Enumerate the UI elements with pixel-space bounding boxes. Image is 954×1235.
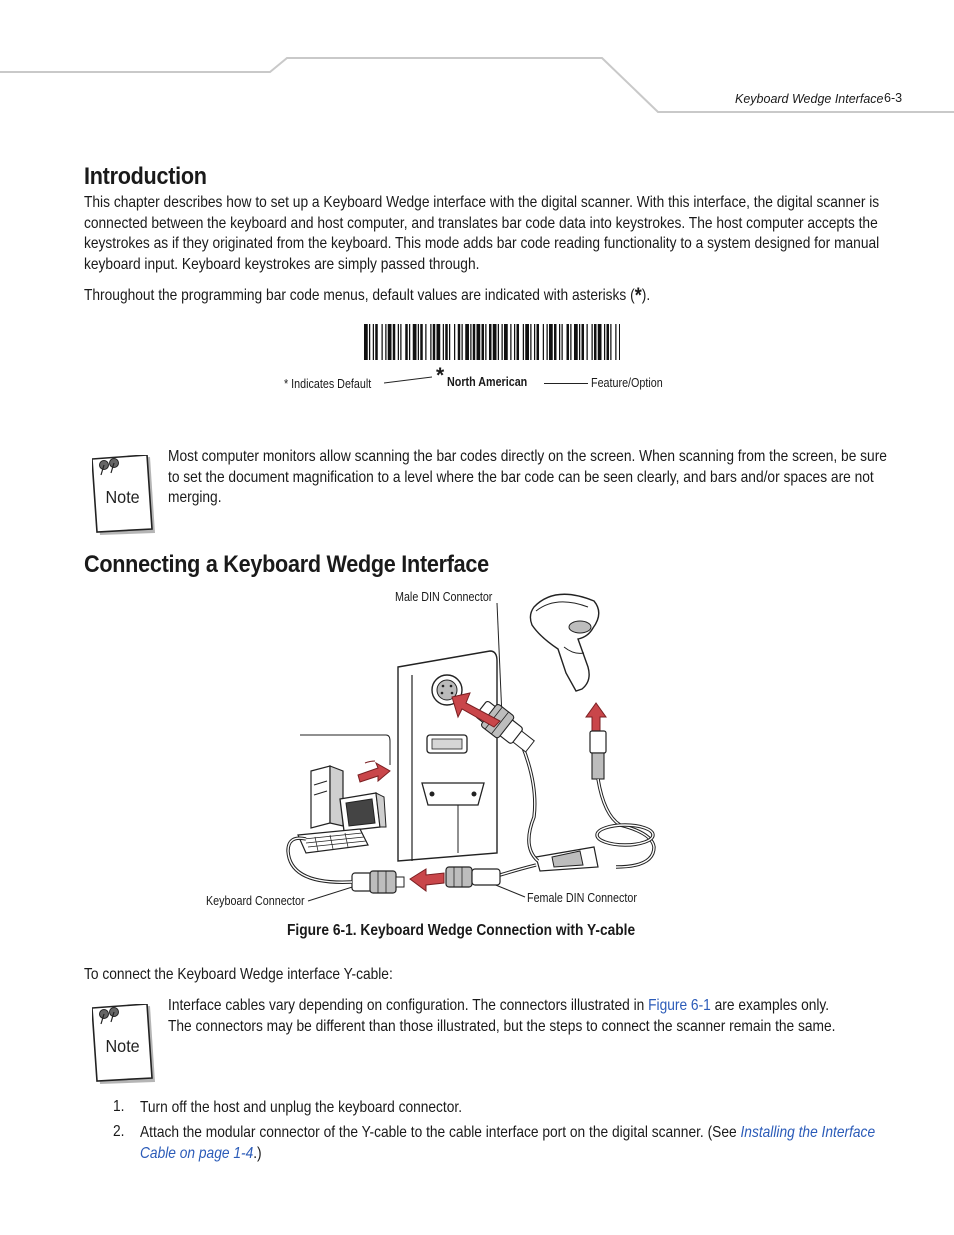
barcode-bar — [385, 324, 386, 360]
note-text-start: Interface cables vary depending on configuration. The connectors illustrated in — [168, 997, 649, 1014]
header-rule — [0, 50, 954, 120]
barcode-bar — [559, 324, 560, 360]
barcode-bar — [567, 324, 570, 360]
barcode-bar — [405, 324, 408, 360]
note-text: Most computer monitors allow scanning the bar codes directly on the screen. When scanning from the screen, be sure to set the document magnification to a level where the bar code can be seen clearly, and bars and/or spaces are not merging. — [168, 448, 887, 506]
barcode-bar — [598, 324, 602, 360]
barcode-bar — [534, 324, 535, 360]
female-din-connector-label: Female DIN Connector — [527, 891, 637, 905]
barcode-bar — [615, 324, 616, 360]
barcode-bar — [369, 324, 370, 360]
asterisk-symbol: * — [634, 284, 642, 307]
barcode-bar — [547, 324, 548, 360]
barcode-bar — [592, 324, 593, 360]
barcode-bar — [587, 324, 588, 360]
barcode-bar — [409, 324, 410, 360]
default-paragraph-text: Throughout the programming bar code menus, default values are indicated with asterisks ( — [84, 287, 635, 304]
male-din-connector-label: Male DIN Connector — [395, 590, 493, 604]
barcode-bar — [554, 324, 557, 360]
barcode-bar — [449, 324, 450, 360]
barcode-bar — [465, 324, 469, 360]
barcode-bar — [510, 324, 511, 360]
leader-line — [544, 382, 588, 385]
note-icon — [92, 455, 156, 537]
barcode-bar — [537, 324, 540, 360]
barcode-bar — [610, 324, 611, 360]
barcode-bar — [579, 324, 580, 360]
barcode-bar — [504, 324, 508, 360]
barcode-bar — [398, 324, 399, 360]
barcode-bar — [489, 324, 492, 360]
note-icon — [92, 1004, 156, 1086]
step-text: Turn off the host and unplug the keyboard connector. — [140, 1099, 463, 1116]
barcode-bar — [517, 324, 520, 360]
connect-intro-text: To connect the Keyboard Wedge interface Y-cable: — [84, 966, 393, 983]
barcode-bar — [413, 324, 417, 360]
note-icon-label: Note — [105, 1036, 140, 1057]
feature-option-label: Feature/Option — [591, 376, 663, 390]
barcode-bar — [373, 324, 374, 360]
figure-link[interactable]: Figure 6-1 — [648, 997, 711, 1014]
note-icon-label: Note — [105, 487, 140, 508]
leader-line — [384, 376, 432, 384]
barcode-bar — [437, 324, 441, 360]
step-text-end: .) — [253, 1144, 262, 1162]
step-text — [140, 1123, 897, 1164]
keyboard-wedge-diagram — [200, 585, 670, 915]
barcode-bar — [543, 324, 544, 360]
barcode-bar — [514, 324, 515, 360]
barcode-bar — [570, 324, 571, 360]
barcode-bar — [375, 324, 378, 360]
barcode-bar — [462, 324, 463, 360]
barcode-bar — [485, 324, 486, 360]
barcode-bar — [574, 324, 578, 360]
barcode-bar — [430, 324, 431, 360]
indicates-default-label: * Indicates Default — [284, 377, 372, 391]
note-text — [168, 996, 839, 1037]
intro-heading: Introduction — [84, 163, 207, 190]
barcode-bar — [549, 324, 553, 360]
barcode-bar — [604, 324, 605, 360]
barcode-bar — [443, 324, 444, 360]
barcode-bar — [619, 324, 620, 360]
keyboard-connector-label: Keyboard Connector — [206, 894, 305, 908]
barcode-bar — [493, 324, 497, 360]
barcode-bar — [454, 324, 455, 360]
barcode-bar — [482, 324, 485, 360]
barcode-bar — [594, 324, 597, 360]
step-text-start: Attach the modular connector of the Y-cable to the cable interface port on the digital scanner. (See — [140, 1124, 741, 1141]
figure-caption: Figure 6-1. Keyboard Wedge Connection with Y-cable — [287, 922, 636, 939]
barcode-bar — [388, 324, 392, 360]
barcode-bar — [498, 324, 499, 360]
barcode-bar — [364, 324, 368, 360]
barcode-bar — [425, 324, 426, 360]
barcode-bar — [433, 324, 436, 360]
barcode-bar — [420, 324, 423, 360]
barcode-bar — [458, 324, 461, 360]
barcode-bar — [562, 324, 563, 360]
barcode-bar — [418, 324, 419, 360]
intro-paragraph: This chapter describes how to set up a Keyboard Wedge interface with the digital scanner. With this interface, the digital scanner is connected between the keyboard and host computer, and translates bar code data into keystrokes. The host computer accepts the keystrokes as if they originated from the keyboard. This mode adds bar code reading functionality to a system designed for manual keyboard input. Keyboard keystrokes are simply passed through. — [84, 194, 880, 273]
barcode-bar — [607, 324, 610, 360]
installing-cable-link[interactable]: Installing the Interface Cable on page 1-4 — [140, 1124, 876, 1162]
page-number: 6-3 — [884, 91, 903, 105]
default-paragraph-end: ). — [641, 287, 651, 304]
barcode-bar — [502, 324, 503, 360]
default-paragraph — [84, 286, 896, 307]
barcode-bar — [393, 324, 396, 360]
barcode-bar — [382, 324, 383, 360]
option-label: North American — [447, 375, 528, 389]
step-number: 1. — [113, 1098, 125, 1115]
barcode-bar — [530, 324, 531, 360]
barcode-bar — [445, 324, 448, 360]
connect-heading: Connecting a Keyboard Wedge Interface — [84, 551, 489, 578]
barcode-bar — [400, 324, 401, 360]
step-number: 2. — [113, 1123, 125, 1140]
running-title: Keyboard Wedge Interface — [735, 92, 884, 106]
barcode-bar — [523, 324, 524, 360]
barcode-bar — [473, 324, 476, 360]
note-text-end: are examples only. The connectors may be different than those illustrated, but the steps to connect the scanner remain the same. — [168, 997, 836, 1035]
default-asterisk: * — [436, 364, 445, 387]
barcode-bar — [470, 324, 471, 360]
barcode-bar — [477, 324, 481, 360]
barcode-bar — [582, 324, 585, 360]
barcode-bar — [525, 324, 529, 360]
example-barcode — [364, 324, 620, 360]
